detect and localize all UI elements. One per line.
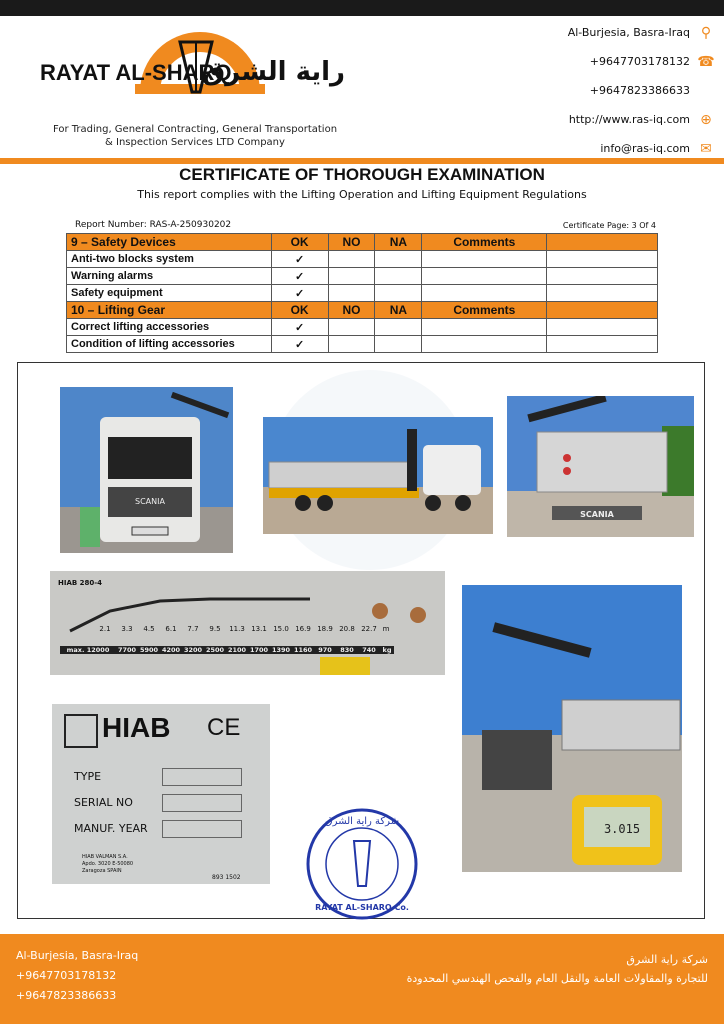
ok-check: ✓ xyxy=(271,285,328,302)
company-stamp xyxy=(304,806,420,922)
logo-name-en: RAYAT AL-SHARQ xyxy=(40,60,232,85)
photo-hiab-id-plate: HIAB CE TYPE SERIAL NO MANUF. YEAR HIAB VALMAN S.A. Apdo. 3020 E-50080 Zaragoza SPAIN 893 1502 xyxy=(52,704,270,884)
contact-email[interactable]: info@ras-iq.com xyxy=(600,142,690,155)
rear-brand-label: SCANIA xyxy=(580,510,614,519)
company-tagline: For Trading, General Contracting, General Transportation & Inspection Services LTD Company xyxy=(52,124,338,148)
envelope-icon: ✉ xyxy=(700,140,712,157)
contact-address: Al-Burjesia, Basra-Iraq xyxy=(567,26,690,39)
photo-load-chart-plate xyxy=(50,571,445,675)
certificate-subtitle: This report complies with the Lifting Operation and Lifting Equipment Regulations xyxy=(137,188,587,201)
contact-phone1: +9647703178132 xyxy=(589,55,690,68)
logo-name-ar: راية الشرق xyxy=(201,57,345,87)
table-row: Safety equipment ✓ xyxy=(67,285,658,302)
contact-block xyxy=(454,18,714,163)
top-bar xyxy=(0,0,724,16)
truck-brand-label: SCANIA xyxy=(135,497,165,506)
id-plate-brand: HIAB xyxy=(102,712,171,743)
report-number: Report Number: RAS-A-250930202 xyxy=(75,220,232,230)
company-logo xyxy=(40,22,360,122)
footer-contact: Al-Burjesia, Basra-Iraq +9647703178132 +9647823386633 xyxy=(16,949,139,1002)
id-plate-ce: CE xyxy=(207,714,241,741)
table-row: Correct lifting accessories ✓ xyxy=(67,319,658,336)
table-row: Warning alarms ✓ xyxy=(67,268,658,285)
photo-truck-rear xyxy=(507,396,694,537)
photo-truck-side xyxy=(263,417,493,534)
photo-truck-front xyxy=(60,387,233,553)
contact-phone2: +9647823386633 xyxy=(589,84,690,97)
load-row: max. 12000 7700 5900 4200 3200 2500 2100 1700 1390 1160 970 830 740 kg xyxy=(60,646,394,654)
table-row: Condition of lifting accessories ✓ xyxy=(67,336,658,353)
section-header-row: 9 – Safety Devices OK NO NA Comments xyxy=(67,234,658,251)
header-divider xyxy=(0,158,724,164)
scale-reading: 3.015 xyxy=(603,822,641,836)
globe-icon: ⊕ xyxy=(700,111,712,128)
photo-panel xyxy=(17,362,705,919)
table-row: Anti-two blocks system ✓ xyxy=(67,251,658,268)
examination-table xyxy=(66,233,658,353)
certificate-page: Certificate Page: 3 Of 4 xyxy=(562,221,656,230)
footer-arabic-name: شركة راية الشرق للتجارة والمقاولات العامة والنقل العام والفحص الهندسي المحدودة xyxy=(406,953,708,985)
hiab-logo-icon xyxy=(64,714,98,748)
ok-check: ✓ xyxy=(271,319,328,336)
location-pin-icon: ⚲ xyxy=(700,24,712,41)
ok-check: ✓ xyxy=(271,268,328,285)
section-header-row: 10 – Lifting Gear OK NO NA Comments xyxy=(67,302,658,319)
reach-row: 2.1 3.3 4.5 6.1 7.7 9.5 11.3 13.1 15.0 16.9 18.9 20.8 22.7 m xyxy=(99,625,390,633)
certificate-title: CERTIFICATE OF THOROUGH EXAMINATION xyxy=(179,165,545,184)
page-footer xyxy=(0,934,724,1024)
section-title: 9 – Safety Devices xyxy=(67,234,272,251)
ok-check: ✓ xyxy=(271,336,328,353)
phone-icon: ☎ xyxy=(697,53,715,70)
contact-website[interactable]: http://www.ras-iq.com xyxy=(568,113,690,126)
stamp-arabic-text: شركة راية الشرق xyxy=(324,816,400,827)
section-title: 10 – Lifting Gear xyxy=(67,302,272,319)
plate-header: HIAB 280-4 xyxy=(58,579,103,587)
photo-load-test xyxy=(462,585,682,872)
stamp-english-text: RAYAT AL-SHARQ Co. xyxy=(315,903,409,912)
ok-check: ✓ xyxy=(271,251,328,268)
